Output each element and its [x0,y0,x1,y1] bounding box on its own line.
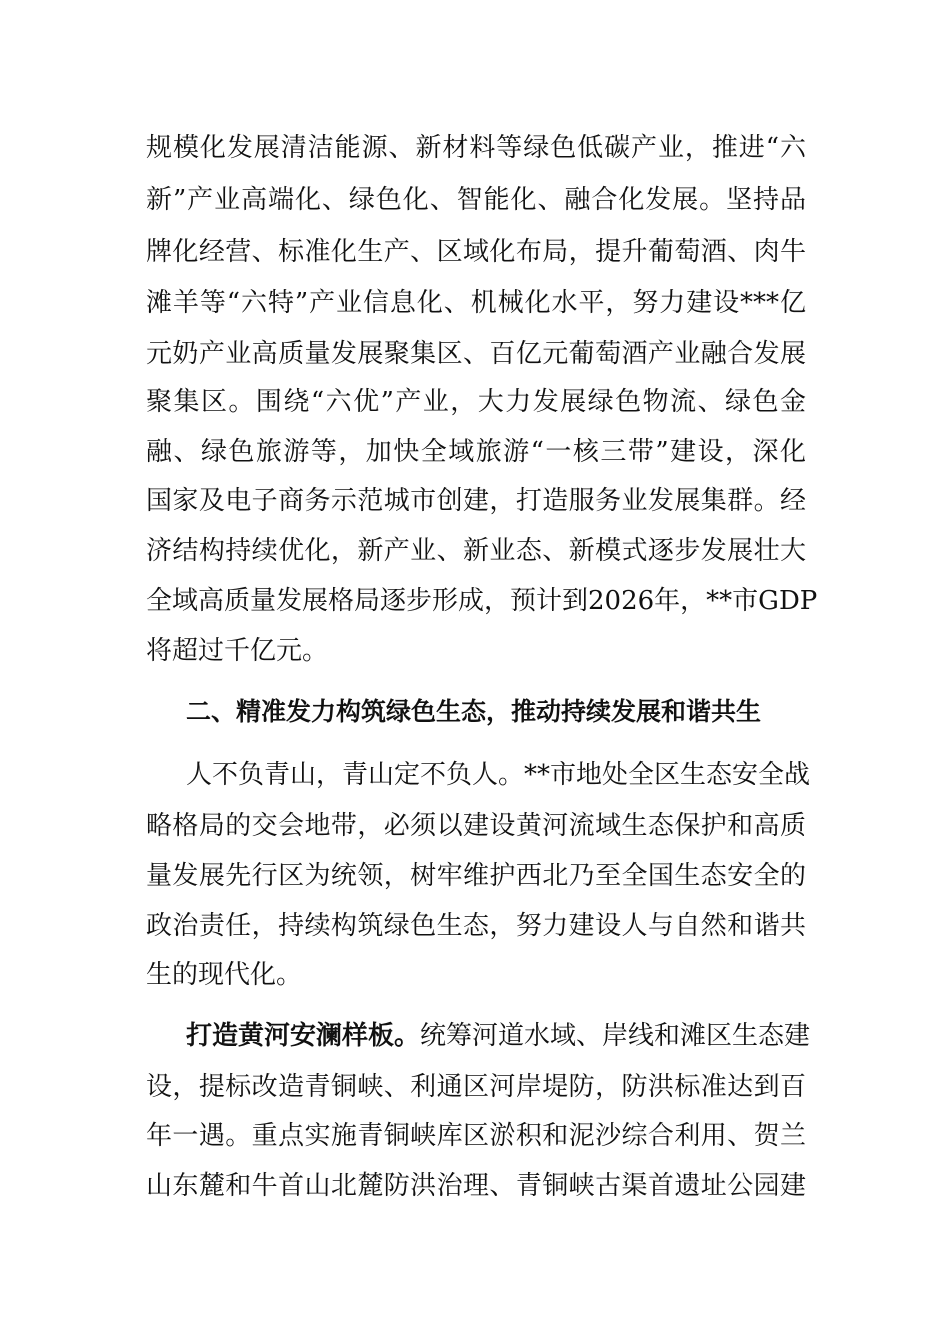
paragraph-line: 聚集区。围绕“六优”产业，大力发展绿色物流、绿色金 [146,387,806,417]
paragraph-line: 年一遇。重点实施青铜峡库区淤积和泥沙综合利用、贺兰 [146,1121,806,1151]
paragraph-line: 设，提标改造青铜峡、利通区河岸堤防，防洪标准达到百 [146,1072,806,1102]
paragraph-line: 量发展先行区为统领，树牢维护西北乃至全国生态安全的 [146,861,806,891]
paragraph-line: 融、绿色旅游等，加快全域旅游“一核三带”建设，深化 [146,437,806,467]
paragraph-line [186,1012,811,1060]
paragraph-line: 人不负青山，青山定不负人。**市地处全区生态安全战 [186,760,811,790]
paragraph-line: 国家及电子商务示范城市创建，打造服务业发展集群。经 [146,486,806,516]
paragraph-line: 略格局的交会地带，必须以建设黄河流域生态保护和高质 [146,811,806,841]
paragraph-line: 山东麓和牛首山北麓防洪治理、青铜峡古渠首遗址公园建 [146,1171,806,1201]
paragraph-lead: 打造黄河安澜样板。 [186,1021,421,1051]
paragraph-line: 生的现代化。 [146,960,303,990]
paragraph-line: 济结构持续优化，新产业、新业态、新模式逐步发展壮大 [146,536,806,566]
paragraph-text: 统筹河道水域、岸线和滩区生态建 [420,1021,811,1051]
paragraph-line: 规模化发展清洁能源、新材料等绿色低碳产业，推进“六 [146,133,806,163]
section-heading: 二、精准发力构筑绿色生态，推动持续发展和谐共生 [186,697,762,726]
paragraph-line: 元奶产业高质量发展聚集区、百亿元葡萄酒产业融合发展 [146,339,806,369]
paragraph-line: 将超过千亿元。 [146,636,329,666]
paragraph-line: 新”产业高端化、绿色化、智能化、融合化发展。坚持品 [146,185,806,215]
paragraph-line: 滩羊等“六特”产业信息化、机械化水平，努力建设***亿 [146,288,806,318]
paragraph-line: 全域高质量发展格局逐步形成，预计到2026年，**市GDP [146,586,818,616]
paragraph-line: 牌化经营、标准化生产、区域化布局，提升葡萄酒、肉牛 [146,237,806,267]
paragraph-line: 政治责任，持续构筑绿色生态，努力建设人与自然和谐共 [146,911,806,941]
